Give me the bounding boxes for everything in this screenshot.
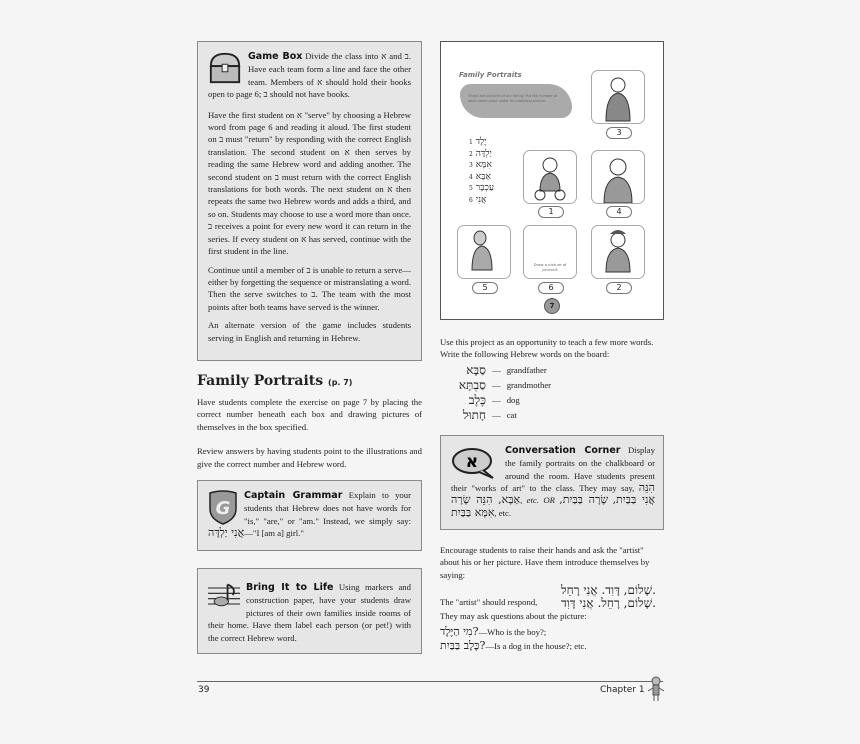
- word-number: 3: [469, 162, 473, 169]
- vocab-section: [440, 336, 664, 423]
- questions-label: They may ask questions about the picture:: [440, 611, 587, 622]
- picture-boy: [523, 150, 577, 204]
- picture-mouse: [457, 225, 511, 279]
- question-he: כֶּלֶב בַּבַּיִת?: [440, 639, 486, 653]
- draw-prompt: Draw a picture of yourself.: [533, 262, 567, 272]
- picture-girl: [591, 225, 645, 279]
- boy-illustration: [524, 151, 576, 203]
- name-plate: 3: [606, 127, 632, 139]
- vocab-he: חָתוּל: [462, 408, 486, 423]
- hebrew-example: אֲנִי בַּבַּיִת,: [612, 493, 656, 507]
- picture-father: [591, 150, 645, 204]
- hebrew-greeting: שָׁלוֹם, דָּוִד. אֲנִי רָחֵל.: [560, 583, 656, 598]
- treasure-chest-icon: [208, 50, 242, 86]
- mother-illustration: [592, 71, 644, 123]
- vocab-list: [440, 363, 664, 423]
- word-he: יֶלֶד: [475, 137, 487, 147]
- aleph-letter: א: [465, 451, 479, 472]
- word-he: אֲנִי: [475, 194, 487, 205]
- game-box-title: Game Box: [248, 51, 303, 62]
- vocab-item: [440, 363, 664, 378]
- footer-rule: [197, 681, 663, 682]
- section-title: Family Portraits: [197, 373, 324, 389]
- word-number: 2: [469, 150, 473, 158]
- chapter-label: Chapter 1: [600, 685, 645, 695]
- vocab-item: [440, 408, 664, 423]
- left-column: [197, 41, 422, 654]
- word-number: 5: [469, 185, 473, 192]
- name-plate: 5: [472, 282, 498, 294]
- shield-g-icon: [208, 489, 238, 525]
- family-portraits-section: [197, 372, 422, 470]
- vocab-he: כֶּלֶב: [468, 393, 486, 408]
- workbook-page-image: [440, 41, 664, 320]
- dash: —: [492, 365, 501, 376]
- word-list: [469, 137, 515, 206]
- section-p2: Review answers by having students point to the illustrations and give the correct number and Hebrew word.: [197, 446, 422, 469]
- vocab-en: cat: [506, 410, 517, 421]
- mouse-mascot-icon: [648, 676, 664, 702]
- page-number: 39: [198, 685, 210, 695]
- game-box-p3: An alternate version of the game includes students serving in English and returning in Hebrew.: [208, 320, 411, 343]
- encourage-section: [440, 544, 664, 651]
- vocab-en: grandmother: [506, 380, 552, 391]
- instruction-blob: These are pictures of our family. Put the number of each name plate under its matching picture.: [460, 84, 572, 118]
- right-column: [440, 336, 664, 653]
- question-en: —Who is the boy?;: [478, 627, 547, 638]
- hebrew-response: שָׁלוֹם, רָחֵל. אֲנִי דָּוִד.: [560, 595, 656, 610]
- section-p1: Have students complete the exercise on page 7 by placing the correct number beneath each box and drawing pictures of themselves in the box specified.: [197, 397, 422, 432]
- speech-bubble-aleph-icon: [451, 446, 497, 480]
- bring-to-life-box: [197, 568, 422, 654]
- mouse-illustration: [458, 226, 510, 278]
- workbook-page-number: 7: [544, 298, 560, 314]
- word-number: 6: [469, 196, 473, 204]
- father-illustration: [592, 151, 644, 203]
- vocab-en: dog: [506, 395, 520, 406]
- game-box: [197, 41, 422, 361]
- captain-grammar-box: [197, 480, 422, 551]
- girl-illustration: [592, 226, 644, 278]
- section-heading: [197, 372, 422, 392]
- hebrew-phrase: אֲנִי יַלְדָּה: [208, 526, 245, 540]
- bring-to-life-title: Bring It to Life: [246, 582, 334, 594]
- conversation-title: Conversation Corner: [505, 444, 621, 456]
- etc-or: , etc. OR: [520, 495, 555, 506]
- workbook-title: Family Portraits: [459, 71, 522, 79]
- name-plate: 6: [538, 282, 564, 294]
- name-plate: 1: [538, 206, 564, 218]
- game-box-intro: Divide the class into א and ב. Have each team form a line and face the other team. Members of א should hold their books open to page 6; ב should not have books.: [208, 51, 411, 100]
- dash: —: [492, 380, 501, 391]
- game-box-p2: Continue until a member of ב is unable to return a serve—either by forgetting the sequence or mistranslating a word. Then the serve switches to ב. The team with the most points after both teams have served is the winner.: [208, 264, 412, 312]
- respond-label: The "artist" should respond,: [440, 597, 538, 608]
- word-he: אַבָּא: [475, 171, 491, 182]
- captain-grammar-title: Captain Grammar: [244, 490, 343, 502]
- vocab-he: סַבָּא: [466, 363, 486, 378]
- translation: —"I [am a] girl.": [244, 528, 304, 539]
- word-number: 1: [469, 139, 473, 146]
- word-he: עַכְבָּר: [475, 183, 494, 193]
- word-number: 4: [469, 173, 473, 181]
- captain-grammar-text: Explain to your students that Hebrew does not have words for "is," "are," or "am." Instead, we simply say:: [244, 490, 412, 526]
- vocab-en: grandfather: [506, 365, 547, 376]
- name-plate: 2: [606, 282, 632, 294]
- dash: —: [492, 410, 501, 421]
- question-en: —Is a dog in the house?; etc.: [485, 641, 587, 652]
- vocab-he: סַבְתָּא: [458, 378, 486, 393]
- word-he: אִמָּא: [475, 160, 492, 170]
- section-page-ref: (p. 7): [328, 378, 353, 387]
- dash: —: [492, 395, 501, 406]
- word-he: יַלְדָּה: [475, 148, 492, 159]
- vocab-item: [440, 378, 664, 393]
- encourage-text: Encourage students to raise their hands and ask the "artist" about his or her picture. Have them introduce themselves by saying:: [440, 544, 650, 580]
- hebrew-example: הִנֵּה אַבָּא, הִנֵּה שָׂרָה: [451, 481, 655, 507]
- picture-mother: [591, 70, 645, 124]
- hebrew-example: שָׂרָה בַּבַּיִת, אִמָּא בַּבַּיִת: [451, 493, 609, 519]
- vocab-intro: Use this project as an opportunity to teach a few more words. Write the following Hebrew words on the board:: [440, 337, 654, 360]
- music-note-icon: [208, 581, 240, 611]
- name-plate: 4: [606, 206, 632, 218]
- game-box-p1: Have the first student on א "serve" by choosing a Hebrew word from page 6 and reading it aloud. The first student on ב must "return" by responding with the correct English translation. The second student on א then serves by reading the same Hebrew word and adding another. The second student on ב must return with the correct English translations for both words. The next student on א then repeats the same two Hebrew words and adds a third, and so on. Students may choose to use a word more than once. ב receives a point for every new word it can return in the series. If every student on א has served, continue with the first student in the line.: [208, 109, 411, 257]
- conversation-corner-box: [440, 435, 664, 530]
- picture-yourself: [523, 225, 577, 279]
- badge-letter: G: [215, 498, 231, 520]
- etc: , etc.: [494, 507, 512, 518]
- question-he: מִי הַיֶּלֶד?: [440, 625, 479, 639]
- vocab-item: [440, 393, 664, 408]
- bring-to-life-text: Using markers and construction paper, have your students draw pictures of their own families inside rooms of their home. Have them label each person (or pet!) with the correct Hebrew word.: [208, 582, 411, 643]
- conversation-text: Display the family portraits on the chalkboard or around the room. Have students present their "works of art" to the class. They may say,: [451, 444, 656, 494]
